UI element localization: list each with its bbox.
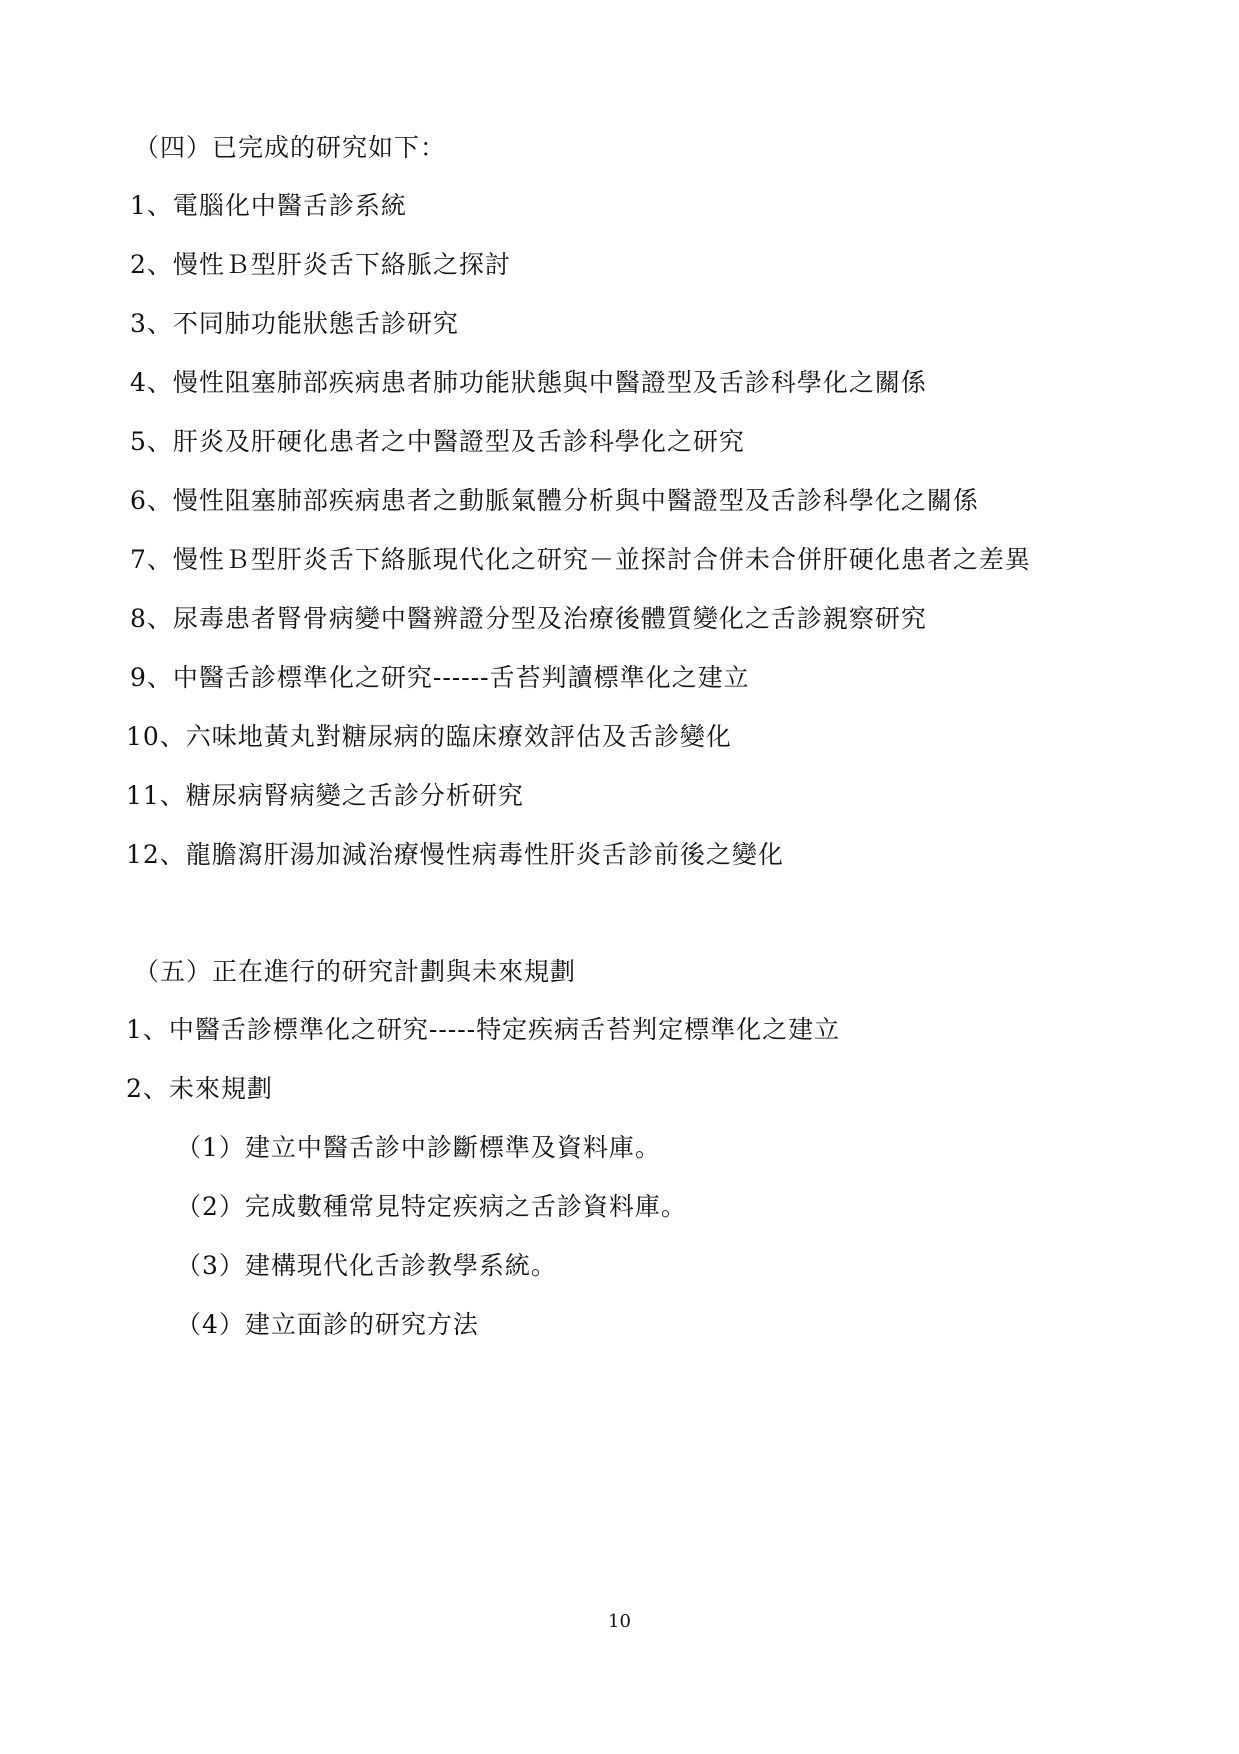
section4-item-4: 4、慢性阻塞肺部疾病患者肺功能狀態與中醫證型及舌診科學化之關係	[130, 368, 927, 397]
section4-item-7: 7、慢性Ｂ型肝炎舌下絡脈現代化之研究－並探討合併未合併肝硬化患者之差異	[130, 545, 1031, 574]
section5-item-2: 2、未來規劃	[126, 1074, 273, 1103]
section4-item-6: 6、慢性阻塞肺部疾病患者之動脈氣體分析與中醫證型及舌診科學化之關係	[130, 486, 979, 515]
section5-subitem-1: （1）建立中醫舌診中診斷標準及資料庫。	[176, 1133, 661, 1162]
section4-heading: （四）已完成的研究如下：	[134, 133, 447, 162]
section4-item-5: 5、肝炎及肝硬化患者之中醫證型及舌診科學化之研究	[130, 427, 745, 456]
section5-subitem-3: （3）建構現代化舌診教學系統。	[176, 1251, 557, 1280]
section5-subitem-2: （2）完成數種常見特定疾病之舌診資料庫。	[176, 1192, 687, 1221]
section4-item-12: 12、龍膽瀉肝湯加減治療慢性病毒性肝炎舌診前後之變化	[126, 840, 784, 869]
section4-item-3: 3、不同肺功能狀態舌診研究	[130, 309, 459, 338]
section4-item-8: 8、尿毒患者腎骨病變中醫辨證分型及治療後體質變化之舌診親察研究	[130, 604, 927, 633]
section5-subitem-4: （4）建立面診的研究方法	[176, 1310, 479, 1339]
section4-item-1: 1、電腦化中醫舌診系統	[130, 191, 407, 220]
section5-heading: （五）正在進行的研究計劃與未來規劃	[134, 957, 577, 986]
page-number: 10	[608, 1611, 631, 1632]
section4-item-11: 11、糖尿病腎病變之舌診分析研究	[126, 781, 524, 810]
section4-item-10: 10、六味地黃丸對糖尿病的臨床療效評估及舌診變化	[126, 722, 732, 751]
section4-item-9: 9、中醫舌診標準化之研究------舌苔判讀標準化之建立	[130, 663, 750, 692]
section5-item-1: 1、中醫舌診標準化之研究-----特定疾病舌苔判定標準化之建立	[126, 1015, 841, 1044]
section4-item-2: 2、慢性Ｂ型肝炎舌下絡脈之探討	[130, 250, 511, 279]
